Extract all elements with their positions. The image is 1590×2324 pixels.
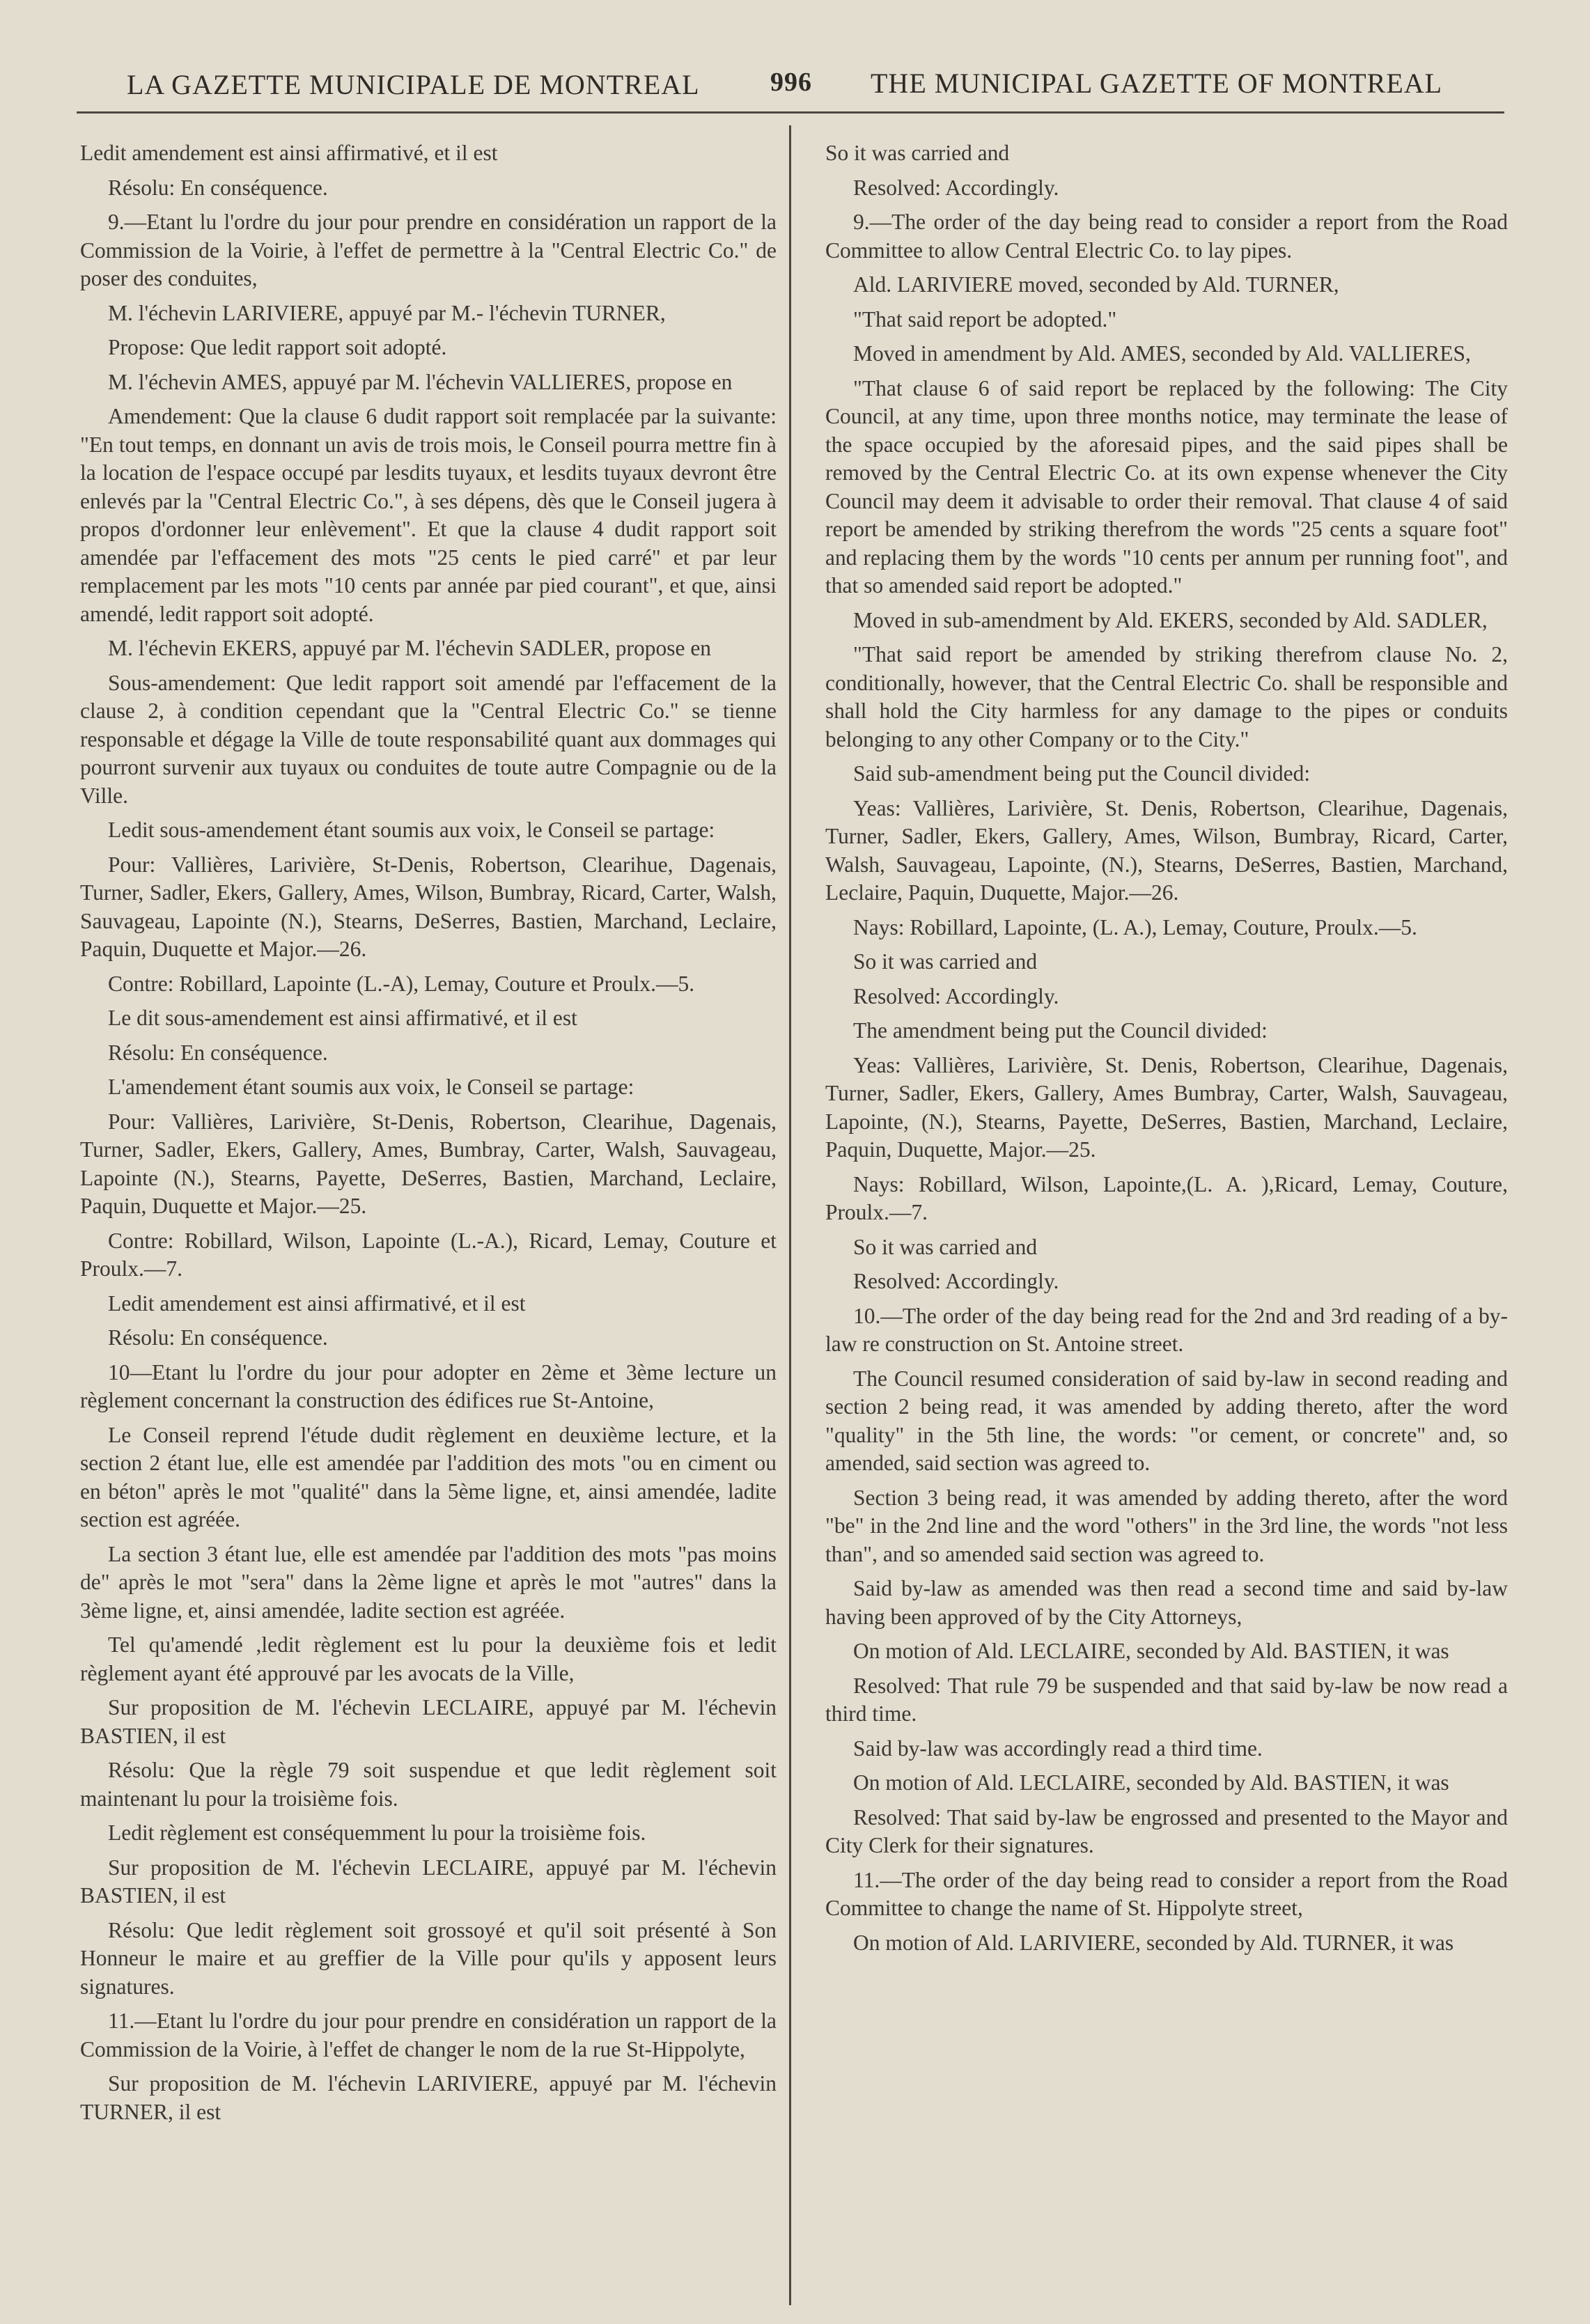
paragraph: Section 3 being read, it was amended by adding thereto, after the word "be" in the 2nd line and the word "others" in the 3rd line, the words "not less than", and so amended said section was agreed to.: [825, 1485, 1508, 1566]
page-number: 996: [770, 68, 812, 97]
paragraph: "That said report be adopted.": [853, 306, 1117, 332]
paragraph: M. l'échevin EKERS, appuyé par M. l'échevin SADLER, propose en: [108, 636, 712, 660]
paragraph: "That said report be amended by striking therefrom clause No. 2, conditionally, however, that the Central Electric Co. shall be responsible and shall hold the City harmless for any damage to the pipes or conduits belonging to any other Company or to the City.": [825, 642, 1508, 751]
paragraph: Sur proposition de M. l'échevin LECLAIRE, appuyé par M. l'échevin BASTIEN, il est: [80, 1695, 777, 1748]
paragraph: 11.—The order of the day being read to consider a report from the Road Committee to change the name of St. Hippolyte street,: [825, 1867, 1508, 1920]
paragraph: On motion of Ald. LECLAIRE, seconded by Ald. BASTIEN, it was: [853, 1639, 1449, 1663]
paragraph: "That clause 6 of said report be replaced by the following: The City Council, at any time, upon three months notice, may terminate the lease of the space occupied by the aforesaid pipes, and the said pipes shall be removed by the Central Electric Co. at its own expense whenever the City Council may deem it advisable to order their removal. That clause 4 of said report be amended by striking therefrom the words "25 cents a square foot" and replacing them by the words "10 cents per annum per running foot", and that so amended said report be adopted.": [825, 375, 1508, 598]
column-divider: [789, 125, 791, 2305]
paragraph: Yeas: Vallières, Larivière, St. Denis, Robertson, Clearihue, Dagenais, Turner, Sadler, Ekers, Gallery, Ames Bumbray, Carter, Walsh, Sauvageau, Lapointe, (N.), Stearns, Payette, DeSerres, Bastien, Marchand, Leclaire, Paquin, Duquette, Major.—25.: [825, 1052, 1508, 1162]
paragraph: Nays: Robillard, Wilson, Lapointe,(L. A. ),Ricard, Lemay, Couture, Proulx.—7.: [825, 1171, 1508, 1224]
paragraph: Sous-amendement: Que ledit rapport soit amendé par l'effacement de la clause 2, à condition cependant que la "Central Electric Co." se tienne responsable et dégage la Ville de toute responsabilité quant aux dommages qui pourront survenir aux tuyaux ou conduites de toute autre Compagnie ou de la Ville.: [80, 670, 777, 808]
header-title-english: THE MUNICIPAL GAZETTE OF MONTREAL: [871, 68, 1443, 99]
paragraph: The amendment being put the Council divided:: [853, 1018, 1268, 1043]
paragraph: Pour: Vallières, Larivière, St-Denis, Robertson, Clearihue, Dagenais, Turner, Sadler, Ekers, Gallery, Ames, Wilson, Bumbray, Ricard, Carter, Walsh, Sauvageau, Lapointe (N.), Stearns, DeSerres, Bastien, Marchand, Leclaire, Paquin, Duquette et Major.—26.: [80, 852, 777, 961]
paragraph: Pour: Vallières, Larivière, St-Denis, Robertson, Clearihue, Dagenais, Turner, Sadler, Ekers, Gallery, Ames, Bumbray, Carter, Walsh, Sauvageau, Lapointe (N.), Stearns, Payette, DeSerres, Bastien, Marchand, Leclaire, Paquin, Duquette et Major.—25.: [80, 1109, 777, 1218]
paragraph: Contre: Robillard, Lapointe (L.-A), Lemay, Couture et Proulx.—5.: [108, 971, 695, 996]
paragraph: Le Conseil reprend l'étude dudit règlement en deuxième lecture, et la section 2 étant lue, elle est amendée par l'addition des mots "ou en ciment ou en béton" après le mot "qualité" dans la 5ème ligne, et, ainsi amendée, ladite section est agréée.: [80, 1422, 777, 1531]
header-rule: [77, 111, 1504, 114]
paragraph: L'amendement étant soumis aux voix, le Conseil se partage:: [108, 1075, 634, 1099]
paragraph: Resolved: That rule 79 be suspended and that said by-law be now read a third time.: [825, 1673, 1508, 1726]
paragraph: Yeas: Vallières, Larivière, St. Denis, Robertson, Clearihue, Dagenais, Turner, Sadler, Ekers, Gallery, Ames, Wilson, Bumbray, Ricard, Carter, Walsh, Sauvageau, Lapointe, (N.), Stearns, DeSerres, Bastien, Marchand, Leclaire, Paquin, Duquette, Major.—26.: [825, 795, 1508, 905]
paragraph: M. l'échevin LARIVIERE, appuyé par M.- l'échevin TURNER,: [108, 300, 666, 325]
paragraph: Amendement: Que la clause 6 dudit rapport soit remplacée par la suivante: "En tout temps, en donnant un avis de trois mois, le Conseil pourra mettre fin à la location de l'espace occupé par lesdits tuyaux, et lesdits tuyaux devront être enlevés par la "Central Electric Co.", à ses dépens, dès que le Conseil jugera à propos d'ordonner leur enlèvement". Et que la clause 4 dudit rapport soit amendée par l'effacement des mots "25 cents le pied carré" et par leur remplacement par les mots "10 cents par année par pied courant", et que, ainsi amendé, ledit rapport soit adopté.: [80, 404, 777, 626]
paragraph: Tel qu'amendé ,ledit règlement est lu pour la deuxième fois et ledit règlement ayant été approuvé par les avocats de la Ville,: [80, 1632, 777, 1685]
paragraph: Resolved: That said by-law be engrossed and presented to the Mayor and City Clerk for their signatures.: [825, 1804, 1508, 1857]
paragraph: 10.—The order of the day being read for the 2nd and 3rd reading of a by-law re construction on St. Antoine street.: [825, 1303, 1508, 1356]
header-title-french: LA GAZETTE MUNICIPALE DE MONTREAL: [127, 69, 700, 100]
paragraph: Contre: Robillard, Wilson, Lapointe (L.-A.), Ricard, Lemay, Couture et Proulx.—7.: [80, 1228, 777, 1281]
paragraph: La section 3 étant lue, elle est amendée par l'addition des mots "pas moins de" après le mot "sera" dans la 2ème ligne et après le mot "autres" dans la 3ème ligne, et, ainsi amendée, ladite section est agréée.: [80, 1541, 777, 1623]
paragraph: The Council resumed consideration of said by-law in second reading and section 2 being read, it was amended by adding thereto, after the word "quality" in the 5th line, the words: "or cement, or concrete" and, so amended, said section was agreed to.: [825, 1366, 1508, 1475]
paragraph: 11.—Etant lu l'ordre du jour pour prendre en considération un rapport de la Commission de la Voirie, à l'effet de changer le nom de la rue St-Hippolyte,: [80, 2009, 777, 2061]
paragraph: Résolu: En conséquence.: [108, 1040, 328, 1065]
paragraph: Moved in sub-amendment by Ald. EKERS, seconded by Ald. SADLER,: [853, 607, 1488, 632]
paragraph: On motion of Ald. LARIVIERE, seconded by Ald. TURNER, it was: [853, 1930, 1454, 1955]
paragraph: Résolu: Que ledit règlement soit grossoyé et qu'il soit présenté à Son Honneur le maire et au greffier de la Ville pour qu'ils y apposent leurs signatures.: [80, 1917, 777, 1999]
paragraph: 10—Etant lu l'ordre du jour pour adopter en 2ème et 3ème lecture un règlement concernant la construction des édifices rue St-Antoine,: [80, 1359, 777, 1412]
paragraph: Nays: Robillard, Lapointe, (L. A.), Lemay, Couture, Proulx.—5.: [853, 914, 1417, 939]
paragraph: Resolved: Accordingly.: [853, 175, 1059, 200]
paragraph: Resolved: Accordingly.: [853, 1269, 1059, 1293]
paragraph: Résolu: Que la règle 79 soit suspendue et que ledit règlement soit maintenant lu pour la troisième fois.: [80, 1758, 777, 1811]
paragraph: Le dit sous-amendement est ainsi affirmativé, et il est: [108, 1006, 577, 1030]
paragraph: Ledit sous-amendement étant soumis aux voix, le Conseil se partage:: [108, 818, 715, 842]
paragraph: Sur proposition de M. l'échevin LECLAIRE, appuyé par M. l'échevin BASTIEN, il est: [80, 1855, 777, 1908]
paragraph: So it was carried and: [853, 1234, 1038, 1259]
paragraph: Ledit amendement est ainsi affirmativé, et il est: [80, 141, 498, 165]
english-column: [825, 139, 1508, 1963]
paragraph: On motion of Ald. LECLAIRE, seconded by Ald. BASTIEN, it was: [853, 1770, 1449, 1795]
paragraph: Said by-law as amended was then read a second time and said by-law having been approved of by the City Attorneys,: [825, 1576, 1508, 1629]
paragraph: Said sub-amendment being put the Council divided:: [853, 761, 1311, 786]
paragraph: Moved in amendment by Ald. AMES, seconded by Ald. VALLIERES,: [853, 341, 1471, 366]
paragraph: 9.—The order of the day being read to consider a report from the Road Committee to allow Central Electric Co. to lay pipes.: [825, 210, 1508, 263]
paragraph: Sur proposition de M. l'échevin LARIVIERE, appuyé par M. l'échevin TURNER, il est: [80, 2071, 777, 2124]
paragraph: So it was carried and: [825, 141, 1010, 165]
paragraph: 9.—Etant lu l'ordre du jour pour prendre en considération un rapport de la Commission de la Voirie, à l'effet de permettre à la "Central Electric Co." de poser des conduites,: [80, 210, 777, 290]
paragraph: Propose: Que ledit rapport soit adopté.: [108, 335, 447, 359]
paragraph: Ledit règlement est conséquemment lu pour la troisième fois.: [108, 1820, 646, 1845]
paragraph: Résolu: En conséquence.: [108, 175, 328, 200]
paragraph: Resolved: Accordingly.: [853, 983, 1059, 1008]
french-column: [80, 139, 777, 2132]
paragraph: Ald. LARIVIERE moved, seconded by Ald. TURNER,: [853, 272, 1339, 297]
page-header: [77, 57, 1504, 106]
paragraph: Résolu: En conséquence.: [108, 1325, 328, 1350]
paragraph: M. l'échevin AMES, appuyé par M. l'échevin VALLIERES, propose en: [108, 369, 733, 394]
paragraph: So it was carried and: [853, 949, 1038, 974]
paragraph: Ledit amendement est ainsi affirmativé, et il est: [108, 1290, 526, 1316]
paragraph: Said by-law was accordingly read a third time.: [853, 1736, 1263, 1761]
